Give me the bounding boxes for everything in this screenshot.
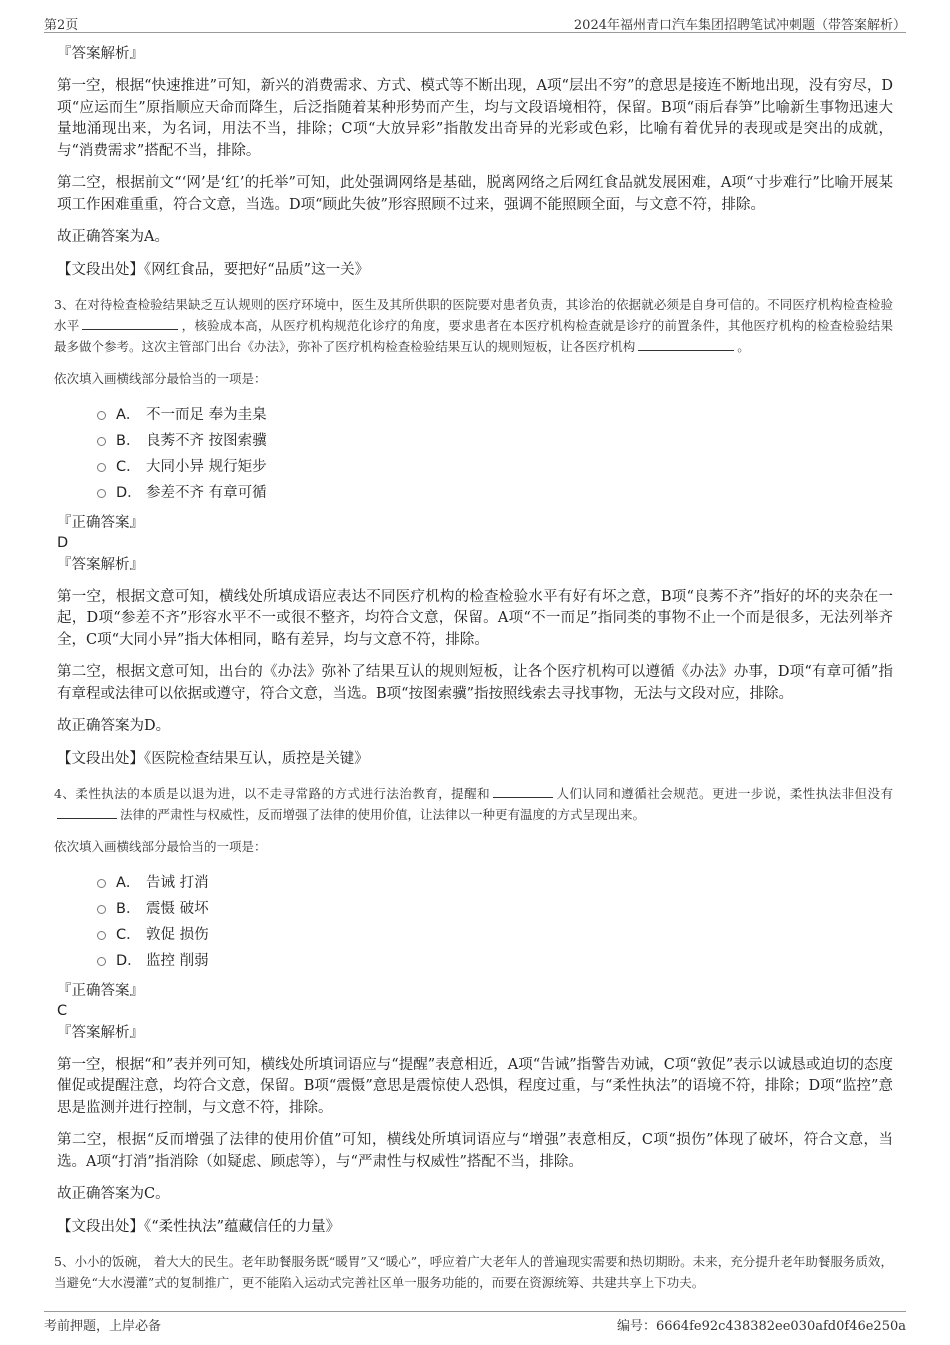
q3-correct-label: 『正确答案』: [57, 514, 144, 531]
option-letter: B．: [116, 433, 141, 449]
q3-options: [97, 401, 893, 505]
q4-option-a[interactable]: [97, 869, 893, 895]
q3-text-part-c: 。: [737, 338, 750, 354]
q3-source: 【文段出处】《医院检查结果互认，质控是关键》: [57, 750, 369, 767]
radio-icon[interactable]: [97, 489, 106, 498]
q4-options: [97, 869, 893, 973]
q3-question-text: [54, 294, 893, 357]
q4-prompt: 依次填入画横线部分最恰当的一项是：: [54, 838, 267, 854]
q4-question-text: [54, 783, 893, 825]
q4-option-b[interactable]: [97, 895, 893, 921]
q3-text-part-a: 3、在对待检查检验结果缺乏互认规则的医疗环境中，医生及其所供职的医院要对患者负责，其诊治的依据就必须是自身可信的。不同医疗机构检查检验水平: [54, 296, 893, 333]
q4-correct-label: 『正确答案』: [57, 982, 144, 999]
q4-text-part-a: 4、柔性执法的本质是以退为进，以不走寻常路的方式进行法治教育，提醒和: [54, 785, 491, 801]
q4-analysis-p2: 第二空，根据“反而增强了法律的使用价值”可知，横线处所填词语应与“增强”表意相反，C项“损伤”体现了破坏，符合文意，当选。A项“打消”指消除（如疑虑、顾虑等），与“严肃性与权威性”搭配不当，排除。: [57, 1132, 893, 1170]
q3-analysis-p2: 第二空，根据文意可知，出台的《办法》弥补了结果互认的规则短板，让各个医疗机构可以遵循《办法》办事，D项“有章可循”指有章程或法律可以依据或遵守，符合文意，当选。B项“按图索骥”指按照线索去寻找事物，无法与文段对应，排除。: [57, 664, 893, 702]
q2-analysis-p1: 第一空，根据“快速推进”可知，新兴的消费需求、方式、模式等不断出现，A项“层出不穷”的意思是接连不断地出现，没有穷尽，D项“应运而生”原指顺应天命而降生，后泛指随着某种形势而产生，均与文段语境相符，保留。B项“雨后春笋”比喻新生事物迅速大量地涌现出来，为名词，用法不当，排除；C项“大放异彩”指散发出奇异的光彩或色彩，比喻有着优异的表现或是突出的成就，与“消费需求”搭配不当，排除。: [57, 78, 893, 159]
q4-source: 【文段出处】《“柔性执法”蕴藏信任的力量》: [57, 1218, 341, 1235]
radio-icon[interactable]: [97, 411, 106, 420]
q3-option-c[interactable]: [97, 453, 893, 479]
option-text: 震慑 破坏: [146, 901, 209, 917]
q3-blank-2: [638, 336, 734, 351]
q4-blank-1: [493, 783, 553, 798]
footer-slogan: 考前押题，上岸必备: [44, 1319, 162, 1334]
radio-icon[interactable]: [97, 463, 106, 472]
document-title: 2024年福州青口汽车集团招聘笔试冲刺题（带答案解析）: [573, 18, 906, 33]
option-text: 告诫 打消: [146, 875, 209, 891]
q4-correct-answer: C: [57, 1002, 68, 1019]
q3-conclusion: 故正确答案为D。: [57, 718, 171, 734]
page-header: [44, 10, 906, 33]
option-letter: A．: [116, 875, 141, 891]
page-number: 第2页: [44, 18, 79, 33]
q3-option-b[interactable]: [97, 427, 893, 453]
radio-icon[interactable]: [97, 437, 106, 446]
q2-analysis-label: 『答案解析』: [57, 46, 144, 62]
option-text: 不一而足 奉为圭臬: [146, 407, 267, 423]
document-body: [54, 44, 893, 1305]
q4-analysis-label: 『答案解析』: [57, 1024, 144, 1041]
q5-question-text: 5、小小的饭碗， 着大大的民生。老年助餐服务既“暖胃”又“暖心”，呼应着广大老年人的普遍现实需要和热切期盼。未来，充分提升老年助餐服务质效，当避免“大水漫灌”式的复制推广，更不能陷入运动式完善社区单一服务功能的，而要在资源统筹、共建共享上下功夫。: [54, 1253, 893, 1290]
radio-icon[interactable]: [97, 931, 106, 940]
q3-analysis-p1: 第一空，根据文意可知，横线处所填成语应表达不同医疗机构的检查检验水平有好有坏之意，B项“良莠不齐”指好的坏的夹杂在一起，D项“参差不齐”形容水平不一或很不整齐，均符合文意，保留。A项“不一而足”指同类的事物不止一个而是很多，无法列举齐全，C项“大同小异”指大体相同，略有差异，均与文意不符，排除。: [57, 588, 893, 648]
q2-source: 【文段出处】《网红食品，要把好“品质”这一关》: [57, 261, 370, 278]
q3-correct-answer: D: [57, 534, 69, 551]
document-id: 编号：6664fe92c438382ee030afd0f46e250a: [616, 1319, 906, 1334]
option-letter: C．: [116, 927, 141, 943]
radio-icon[interactable]: [97, 879, 106, 888]
q4-option-c[interactable]: [97, 921, 893, 947]
option-letter: D．: [116, 485, 142, 501]
option-text: 监控 削弱: [146, 953, 209, 969]
option-text: 大同小异 规行矩步: [146, 459, 267, 475]
option-letter: C．: [116, 459, 141, 475]
q4-text-part-b: 人们认同和遵循社会规范。更进一步说，柔性执法非但没有: [556, 785, 893, 801]
option-text: 良莠不齐 按图索骥: [146, 433, 267, 449]
q3-prompt: 依次填入画横线部分最恰当的一项是：: [54, 370, 267, 386]
q2-conclusion: 故正确答案为A。: [57, 229, 169, 245]
q3-blank-1: [82, 315, 178, 330]
q4-text-part-c: 法律的严肃性与权威性，反而增强了法律的使用价值，让法律以一种更有温度的方式呈现出来。: [120, 806, 646, 822]
radio-icon[interactable]: [97, 905, 106, 914]
radio-icon[interactable]: [97, 957, 106, 966]
page-footer: [44, 1311, 906, 1334]
option-letter: D．: [116, 953, 142, 969]
q3-analysis-label: 『答案解析』: [57, 556, 144, 573]
option-letter: B．: [116, 901, 141, 917]
q2-analysis-p2: 第二空，根据前文“‘网’是‘红’的托举”可知，此处强调网络是基础，脱离网络之后网红食品就发展困难，A项“寸步难行”比喻开展某项工作困难重重，符合文意，当选。D项“顾此失彼”形容照顾不过来，强调不能照顾全面，与文意不符，排除。: [57, 175, 893, 213]
q4-blank-2: [57, 804, 117, 819]
option-text: 敦促 损伤: [146, 927, 209, 943]
q4-analysis-p1: 第一空，根据“和”表并列可知，横线处所填词语应与“提醒”表意相近，A项“告诫”指警告劝诫，C项“敦促”表示以诚恳或迫切的态度催促或提醒注意，均符合文意，保留。B项“震慑”意思是震惊使人恐惧，程度过重，与“柔性执法”的语境不符，排除；D项“监控”意思是监测并进行控制，与文意不符，排除。: [57, 1056, 893, 1116]
option-text: 参差不齐 有章可循: [146, 485, 267, 501]
q3-option-a[interactable]: [97, 401, 893, 427]
option-letter: A．: [116, 407, 141, 423]
q3-text-part-b: ，核验成本高，从医疗机构规范化诊疗的角度，要求患者在本医疗机构检查就是诊疗的前置条件，其他医疗机构的检查检验结果最多做个参考。这次主管部门出台《办法》，弥补了医疗机构检查检验结果互认的规则短板，让各医疗机构: [54, 317, 893, 354]
q3-option-d[interactable]: [97, 479, 893, 505]
q4-option-d[interactable]: [97, 947, 893, 973]
q4-conclusion: 故正确答案为C。: [57, 1186, 170, 1202]
